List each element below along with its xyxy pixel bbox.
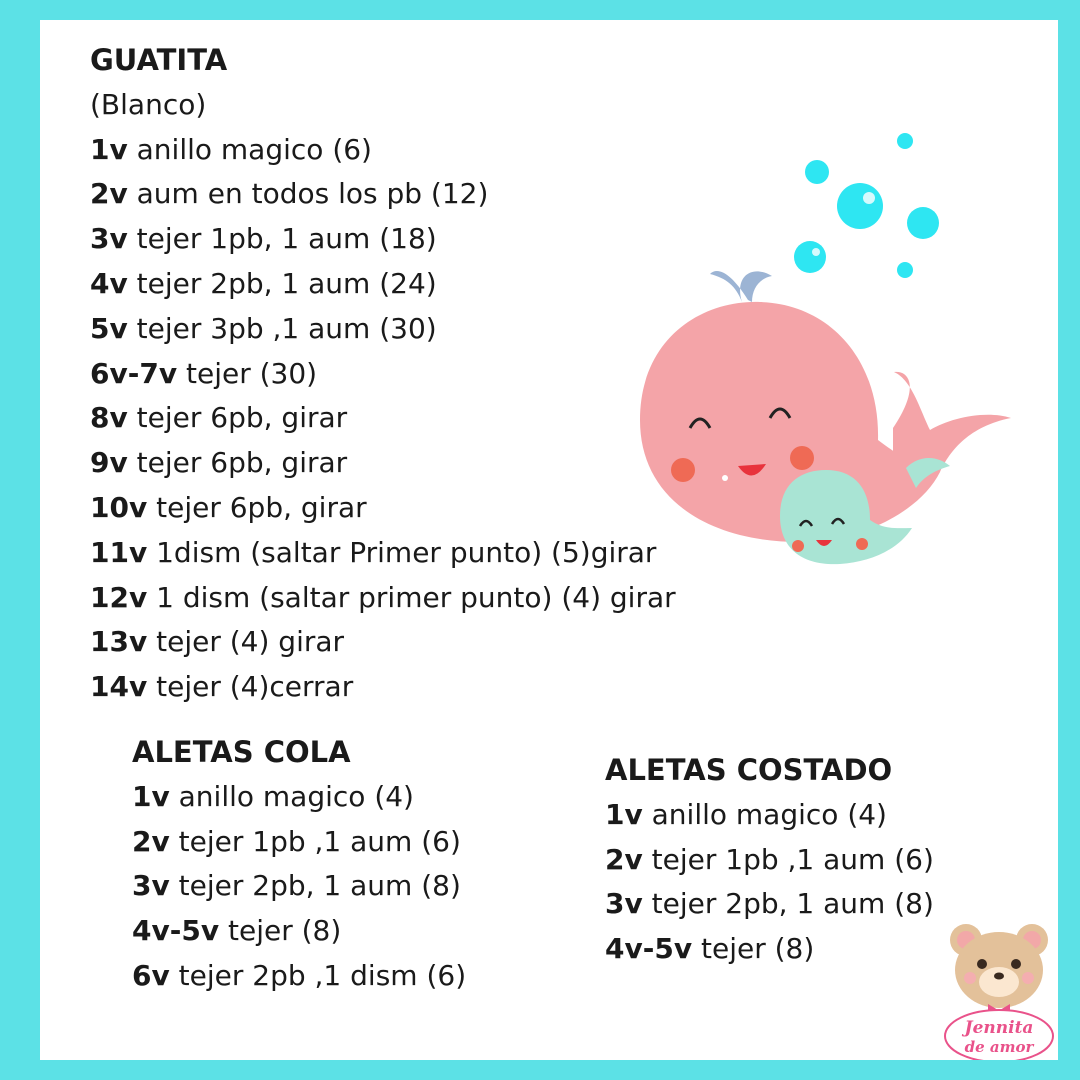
round-instruction: tejer 3pb ,1 aum (30): [127, 311, 437, 345]
round-label: 2v: [90, 177, 128, 211]
round-label: 1v: [90, 132, 128, 166]
round-instruction: tejer 1pb, 1 aum (18): [127, 222, 437, 256]
round-label: 3v: [605, 887, 643, 921]
round-instruction: aum en todos los pb (12): [127, 177, 489, 211]
round-label: 12v: [90, 580, 148, 614]
section-title: ALETAS COLA: [132, 735, 351, 769]
instruction-row: [605, 927, 934, 972]
instruction-row: [132, 820, 466, 865]
recipe-card: [40, 20, 1058, 1060]
round-instruction: 1 dism (saltar primer punto) (4) girar: [147, 580, 676, 614]
instruction-row: [90, 217, 676, 262]
round-label: 13v: [90, 625, 148, 659]
section-title: GUATITA: [90, 43, 228, 77]
instruction-row: [90, 620, 676, 665]
round-label: 14v: [90, 670, 148, 704]
instruction-row: [132, 954, 466, 999]
logo-name: Jennita: [964, 1018, 1034, 1038]
whale-illustration: [620, 80, 1020, 580]
round-label: 2v: [132, 824, 170, 858]
instruction-row: [605, 793, 934, 838]
instruction-row: [605, 838, 934, 883]
section-subtitle: (Blanco): [90, 87, 207, 121]
round-instruction: anillo magico (4): [169, 779, 414, 813]
round-label: 3v: [132, 869, 170, 903]
round-label: 9v: [90, 446, 128, 480]
round-instruction: tejer 1pb ,1 aum (6): [169, 824, 461, 858]
round-label: 4v: [90, 266, 128, 300]
round-instruction: tejer 2pb, 1 aum (8): [169, 869, 461, 903]
instruction-row: [132, 775, 466, 820]
round-label: 6v: [132, 958, 170, 992]
round-instruction: anillo magico (4): [642, 797, 887, 831]
instruction-row: [90, 665, 676, 710]
round-label: 4v-5v: [605, 932, 693, 966]
section-aletas-cola: [132, 730, 466, 999]
round-instruction: tejer 6pb, girar: [127, 446, 348, 480]
instruction-row: [132, 864, 466, 909]
instruction-row: [90, 441, 676, 486]
round-label: 8v: [90, 401, 128, 435]
round-instruction: tejer 2pb, 1 aum (24): [127, 266, 437, 300]
round-instruction: tejer (4) girar: [147, 625, 345, 659]
instruction-row: [90, 396, 676, 441]
instruction-row: [132, 909, 466, 954]
round-label: 3v: [90, 222, 128, 256]
round-instruction: tejer (4)cerrar: [147, 670, 354, 704]
round-instruction: tejer 1pb ,1 aum (6): [642, 842, 934, 876]
round-label: 11v: [90, 535, 148, 569]
round-label: 4v-5v: [132, 914, 220, 948]
round-label: 1v: [132, 779, 170, 813]
teddy-bear-logo-icon: [940, 920, 1058, 1060]
round-label: 1v: [605, 797, 643, 831]
round-label: 10v: [90, 490, 148, 524]
instruction-row: [90, 172, 676, 217]
section-guatita: [90, 38, 676, 710]
round-label: 2v: [605, 842, 643, 876]
instruction-row: [90, 262, 676, 307]
instruction-row: [605, 882, 934, 927]
round-instruction: tejer (8): [219, 914, 342, 948]
round-instruction: tejer (30): [177, 356, 318, 390]
round-instruction: anillo magico (6): [127, 132, 372, 166]
round-instruction: tejer 2pb ,1 dism (6): [169, 958, 467, 992]
instruction-row: [90, 128, 676, 173]
instruction-row: [90, 486, 676, 531]
instruction-row: [90, 307, 676, 352]
round-instruction: tejer (8): [692, 932, 815, 966]
round-instruction: tejer 2pb, 1 aum (8): [642, 887, 934, 921]
instruction-row: [90, 576, 676, 621]
round-instruction: 1dism (saltar Primer punto) (5)girar: [147, 535, 657, 569]
bubbles-icon: [794, 133, 939, 278]
round-label: 5v: [90, 311, 128, 345]
round-instruction: tejer 6pb, girar: [147, 490, 367, 524]
logo-tagline: de amor: [964, 1038, 1034, 1056]
instruction-row: [90, 531, 676, 576]
round-label: 6v-7v: [90, 356, 178, 390]
section-title: ALETAS COSTADO: [605, 753, 893, 787]
instruction-row: [90, 352, 676, 397]
section-aletas-costado: [605, 748, 934, 972]
round-instruction: tejer 6pb, girar: [127, 401, 348, 435]
